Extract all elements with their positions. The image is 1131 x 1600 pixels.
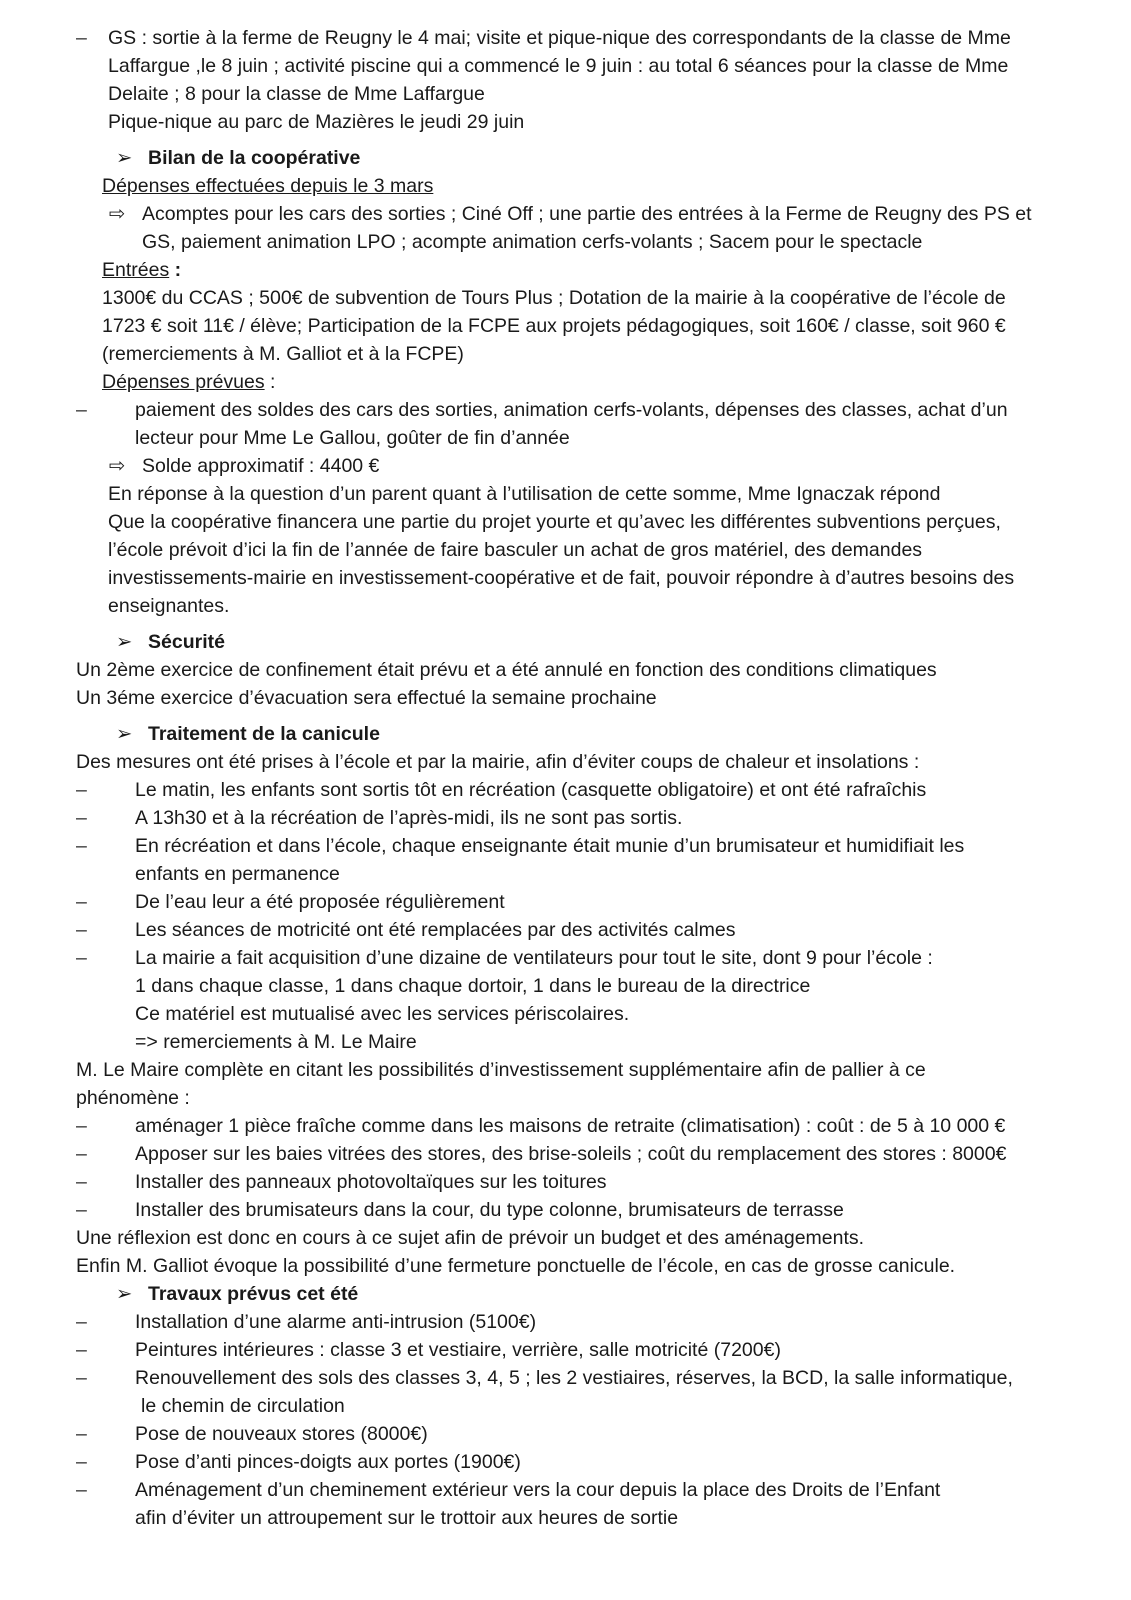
list-item: – Renouvellement des sols des classes 3, 4, 5 ; les 2 vestiaires, réserves, la BCD, la salle informatique, le chemin de circulation xyxy=(76,1364,1087,1420)
list-item: – Apposer sur les baies vitrées des stores, des brise-soleils ; coût du remplacement des stores : 8000€ xyxy=(76,1140,1087,1168)
gs-item xyxy=(76,24,1087,136)
list-item: – Le matin, les enfants sont sortis tôt en récréation (casquette obligatoire) et ont été rafraîchis xyxy=(76,776,1087,804)
bullet-arrowhead-icon: ➢ xyxy=(116,723,133,745)
gs-line-3: Delaite ; 8 pour la classe de Mme Laffargue xyxy=(108,83,485,105)
acomptes-line-1: Acomptes pour les cars des sorties ; Ciné Off ; une partie des entrées à la Ferme de Reugny des PS et xyxy=(142,203,1032,225)
list-item: – Installer des brumisateurs dans la cour, du type colonne, brumisateurs de terrasse xyxy=(76,1196,1087,1224)
gs-line-4: Pique-nique au parc de Mazières le jeudi 29 juin xyxy=(108,111,525,133)
maire-line-2: phénomène : xyxy=(76,1087,190,1109)
canicule-intro: Des mesures ont été prises à l’école et par la mairie, afin d’éviter coups de chaleur et insolations : xyxy=(76,751,920,773)
reponse-line-5: enseignantes. xyxy=(108,595,230,617)
bullet-arrowhead-icon: ➢ xyxy=(116,147,133,169)
entrees-label: Entrées : xyxy=(102,259,182,281)
solde-text: Solde approximatif : 4400 € xyxy=(142,455,380,477)
entrees-line-3: (remerciements à M. Galliot et à la FCPE) xyxy=(102,343,464,365)
right-arrow-icon: ⇨ xyxy=(109,455,126,477)
list-item: – Les séances de motricité ont été remplacées par des activités calmes xyxy=(76,916,1087,944)
list-item: – aménager 1 pièce fraîche comme dans les maisons de retraite (climatisation) : coût : de 5 à 10 000 € xyxy=(76,1112,1087,1140)
list-item: – De l’eau leur a été proposée régulièrement xyxy=(76,888,1087,916)
reponse-line-4: investissements-mairie en investissement-coopérative et de fait, pouvoir répondre à d’autres besoins des xyxy=(108,567,1015,589)
section-heading-cooperative: ➢ Bilan de la coopérative xyxy=(76,144,1087,172)
list-item: – Pose d’anti pinces-doigts aux portes (1900€) xyxy=(76,1448,1087,1476)
reponse-line-2: Que la coopérative financera une partie du projet yourte et qu’avec les différentes subventions perçues, xyxy=(108,511,1001,533)
reponse-line-1: En réponse à la question d’un parent quant à l’utilisation de cette somme, Mme Ignaczak répond xyxy=(108,483,941,505)
depenses-effectuees-label: Dépenses effectuées depuis le 3 mars xyxy=(102,175,434,197)
securite-line-1: Un 2ème exercice de confinement était prévu et a été annulé en fonction des conditions climatiques xyxy=(76,659,937,681)
gs-line-1: – GS : sortie à la ferme de Reugny le 4 mai; visite et pique-nique des correspondants de la classe de Mme xyxy=(108,27,1011,49)
acomptes-line-2: GS, paiement animation LPO ; acompte animation cerfs-volants ; Sacem pour le spectacle xyxy=(142,231,923,253)
right-arrow-icon: ⇨ xyxy=(109,203,126,225)
reponse-line-3: l’école prévoit d’ici la fin de l’année de faire basculer un achat de gros matériel, des demandes xyxy=(108,539,923,561)
prevues-line-2: lecteur pour Mme Le Gallou, goûter de fin d’année xyxy=(135,427,570,449)
gs-line-2: Laffargue ,le 8 juin ; activité piscine qui a commencé le 9 juin : au total 6 séances pour la classe de Mme xyxy=(108,55,1009,77)
entrees-line-1: 1300€ du CCAS ; 500€ de subvention de Tours Plus ; Dotation de la mairie à la coopérative de l’école de xyxy=(102,287,1006,309)
entrees-line-2: 1723 € soit 11€ / élève; Participation de la FCPE aux projets pédagogiques, soit 160€ / classe, soit 960 € xyxy=(102,315,1006,337)
section-heading-securite: ➢ Sécurité xyxy=(76,628,1087,656)
list-item: – Installer des panneaux photovoltaïques sur les toitures xyxy=(76,1168,1087,1196)
list-item: – A 13h30 et à la récréation de l’après-midi, ils ne sont pas sortis. xyxy=(76,804,1087,832)
list-item: – Installation d’une alarme anti-intrusion (5100€) xyxy=(76,1308,1087,1336)
prevues-line-1: – paiement des soldes des cars des sorties, animation cerfs-volants, dépenses des classes, achat d’un xyxy=(135,399,1008,421)
acomptes-item xyxy=(76,200,1087,256)
securite-line-2: Un 3éme exercice d’évacuation sera effectué la semaine prochaine xyxy=(76,687,657,709)
solde-item xyxy=(76,452,1087,480)
list-item: – Pose de nouveaux stores (8000€) xyxy=(76,1420,1087,1448)
list-item: – En récréation et dans l’école, chaque enseignante était munie d’un brumisateur et humidifiait les enfants en permanence xyxy=(76,832,1087,888)
depenses-prevues-label: Dépenses prévues : xyxy=(102,371,276,393)
list-item: – Aménagement d’un cheminement extérieur vers la cour depuis la place des Droits de l’Enfant afin d’éviter un attroupement sur le trottoir aux heures de sortie xyxy=(76,1476,1087,1532)
section-heading-canicule: ➢ Traitement de la canicule xyxy=(76,720,1087,748)
list-item: – La mairie a fait acquisition d’une dizaine de ventilateurs pour tout le site, dont 9 pour l’école : 1 dans chaque classe, 1 dans chaque dortoir, 1 dans le bureau de la directrice Ce matériel est mutualisé avec les services périscolaires. => remerciements à M. Le Maire xyxy=(76,944,1087,1056)
list-item: – Peintures intérieures : classe 3 et vestiaire, verrière, salle motricité (7200€) xyxy=(76,1336,1087,1364)
bullet-arrowhead-icon: ➢ xyxy=(116,631,133,653)
maire-line-1: M. Le Maire complète en citant les possibilités d’investissement supplémentaire afin de pallier à ce xyxy=(76,1059,926,1081)
section-heading-travaux: ➢ Travaux prévus cet été xyxy=(76,1280,1087,1308)
depenses-prevues-item xyxy=(76,396,1087,452)
enfin-line: Enfin M. Galliot évoque la possibilité d’une fermeture ponctuelle de l’école, en cas de grosse canicule. xyxy=(76,1255,956,1277)
bullet-arrowhead-icon: ➢ xyxy=(116,1283,133,1305)
reflexion-line: Une réflexion est donc en cours à ce sujet afin de prévoir un budget et des aménagements. xyxy=(76,1227,865,1249)
